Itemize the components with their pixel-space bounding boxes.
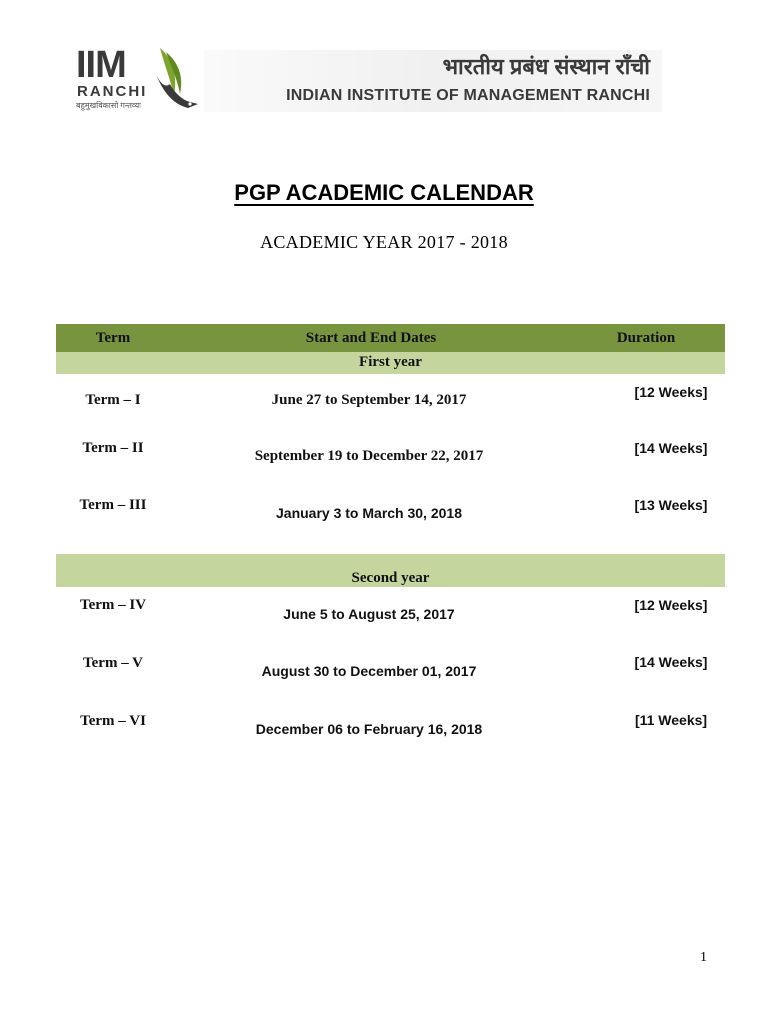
duration-cell: [12 Weeks] <box>634 597 708 613</box>
dates-cell: December 06 to February 16, 2018 <box>255 721 483 737</box>
table-row <box>56 644 725 702</box>
table-row <box>56 430 725 486</box>
header-dates: Start and End Dates <box>305 330 437 346</box>
logo-subtext: RANCHI <box>77 83 148 100</box>
table-row <box>56 587 725 644</box>
section-gap <box>56 544 725 554</box>
section-header-first-year <box>56 352 725 374</box>
term-cell: Term – III <box>79 497 147 513</box>
institute-name-hindi: भारतीय प्रबंध संस्थान राँची <box>442 54 650 79</box>
academic-year-subtitle: ACADEMIC YEAR 2017 - 2018 <box>260 232 508 252</box>
academic-calendar-table <box>56 324 725 760</box>
table-row <box>56 702 725 760</box>
page-title: PGP ACADEMIC CALENDAR <box>234 180 534 205</box>
bird-emblem-icon <box>152 44 202 116</box>
duration-cell: [11 Weeks] <box>634 712 708 728</box>
duration-cell: [13 Weeks] <box>634 497 708 513</box>
dates-cell: September 19 to December 22, 2017 <box>254 448 484 464</box>
dates-cell: January 3 to March 30, 2018 <box>276 505 462 521</box>
table-header-row <box>56 324 725 352</box>
term-cell: Term – II <box>82 440 144 456</box>
term-cell: Term – IV <box>79 597 147 613</box>
term-cell: Term – I <box>85 392 141 408</box>
table-row <box>56 374 725 430</box>
dates-cell: June 27 to September 14, 2017 <box>271 392 467 408</box>
header-duration: Duration <box>616 330 676 346</box>
iim-ranchi-logo[interactable] <box>56 42 201 116</box>
dates-cell: June 5 to August 25, 2017 <box>283 606 455 622</box>
duration-cell: [14 Weeks] <box>634 440 708 456</box>
header-term: Term <box>95 330 131 346</box>
table-row <box>56 486 725 544</box>
section-label: First year <box>359 354 422 370</box>
logo-motto: बहुमुखविकासो गन्तव्यः <box>76 101 141 110</box>
section-header-second-year <box>56 554 725 587</box>
institute-name-english: INDIAN INSTITUTE OF MANAGEMENT RANCHI <box>286 87 650 104</box>
duration-cell: [14 Weeks] <box>634 654 708 670</box>
term-cell: Term – V <box>83 655 143 671</box>
page-number: 1 <box>700 950 707 965</box>
dates-cell: August 30 to December 01, 2017 <box>261 663 477 679</box>
institute-header <box>56 42 662 116</box>
term-cell: Term – VI <box>80 713 146 729</box>
institute-name-banner <box>204 50 662 112</box>
duration-cell: [12 Weeks] <box>634 384 708 400</box>
section-label: Second year <box>351 570 430 586</box>
logo-text: IIM <box>76 44 126 86</box>
